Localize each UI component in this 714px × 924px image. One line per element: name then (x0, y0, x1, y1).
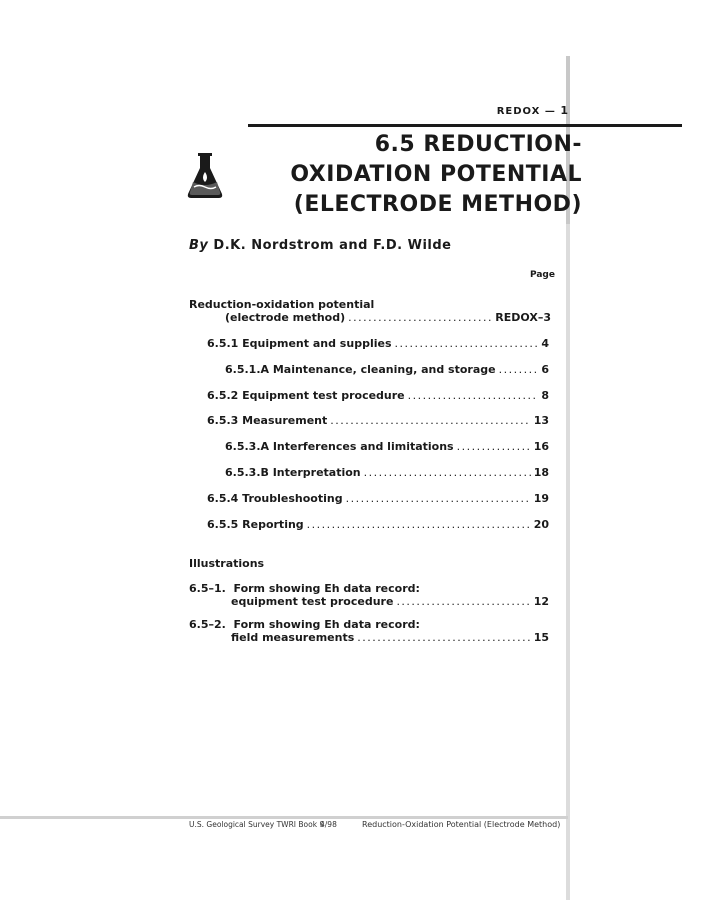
leader-dots (396, 595, 530, 608)
illustration-page: 12 (533, 595, 549, 608)
page-column-label: Page (530, 270, 555, 280)
toc-entry-page: 4 (541, 337, 549, 350)
leader-dots (357, 631, 530, 644)
illustration-entry[interactable] (231, 595, 549, 608)
toc-entry-page: 6 (541, 363, 549, 376)
illustration-title: Form showing Eh data record: (233, 582, 420, 595)
toc-entry-label: 6.5.1 Equipment and supplies (207, 337, 392, 350)
toc-entry[interactable] (207, 492, 549, 505)
illustration-subtitle: field measurements (231, 631, 355, 644)
margin-rail-bottom (566, 224, 570, 900)
flask-icon (185, 152, 225, 200)
illustration-title: Form showing Eh data record: (233, 618, 420, 631)
running-head-label: REDOX (496, 106, 541, 117)
running-head (497, 104, 568, 117)
toc-entry-page: 18 (533, 466, 549, 479)
toc-main-entry[interactable] (225, 311, 551, 324)
toc-main-page: REDOX–3 (495, 311, 551, 324)
toc-entry-label: 6.5.2 Equipment test procedure (207, 389, 405, 402)
toc-main-line1: Reduction-oxidation potential (189, 298, 375, 311)
leader-dots (499, 363, 539, 376)
leader-dots (330, 414, 530, 427)
toc-entry[interactable] (207, 337, 549, 350)
toc-entry-label: 6.5.5 Reporting (207, 518, 304, 531)
toc-entry[interactable] (225, 440, 549, 453)
illustration-item (189, 618, 420, 631)
toc-entry-label: 6.5.1.A Maintenance, cleaning, and storage (225, 363, 496, 376)
illustration-number: 6.5–2. (189, 618, 226, 631)
illustration-page: 15 (533, 631, 549, 644)
toc-entry[interactable] (207, 414, 549, 427)
toc-entry[interactable] (207, 518, 549, 531)
footer-date: 4/98 (320, 820, 337, 829)
toc-entry-page: 13 (533, 414, 549, 427)
running-head-page: 1 (560, 104, 568, 117)
leader-dots (408, 389, 539, 402)
toc-main-label: (electrode method) (225, 311, 346, 324)
toc-entry[interactable] (225, 466, 549, 479)
leader-dots (348, 311, 492, 324)
byline (189, 238, 451, 253)
illustration-item (189, 582, 420, 595)
leader-dots (346, 492, 531, 505)
illustration-entry[interactable] (231, 631, 549, 644)
toc-entry-label: 6.5.3.A Interferences and limitations (225, 440, 454, 453)
leader-dots (457, 440, 531, 453)
footer-chapter: Reduction-Oxidation Potential (Electrode Method) (362, 820, 561, 829)
title-line-1: 6.5 REDUCTION- (374, 132, 582, 157)
footer-rule (0, 816, 568, 819)
title-line-2: OXIDATION POTENTIAL (290, 162, 582, 187)
leader-dots (307, 518, 531, 531)
toc-entry-label: 6.5.3.B Interpretation (225, 466, 361, 479)
section-title (182, 130, 582, 220)
toc-entry-label: 6.5.4 Troubleshooting (207, 492, 343, 505)
running-head-separator: — (540, 106, 556, 117)
leader-dots (364, 466, 531, 479)
toc-entry-page: 8 (541, 389, 549, 402)
toc-entry[interactable] (225, 363, 549, 376)
title-line-3: (ELECTRODE METHOD) (293, 192, 582, 217)
byline-authors: D.K. Nordstrom and F.D. Wilde (213, 238, 452, 253)
leader-dots (395, 337, 539, 350)
header-rule (248, 124, 682, 127)
toc-entry-page: 19 (533, 492, 549, 505)
toc-entry-page: 16 (533, 440, 549, 453)
toc-entry-label: 6.5.3 Measurement (207, 414, 328, 427)
illustration-subtitle: equipment test procedure (231, 595, 394, 608)
toc-entry-page: 20 (533, 518, 549, 531)
footer-source: U.S. Geological Survey TWRI Book 9 (189, 820, 325, 829)
byline-by: By (189, 238, 209, 253)
toc-entry[interactable] (207, 389, 549, 402)
illustrations-heading: Illustrations (189, 557, 265, 570)
illustration-number: 6.5–1. (189, 582, 226, 595)
